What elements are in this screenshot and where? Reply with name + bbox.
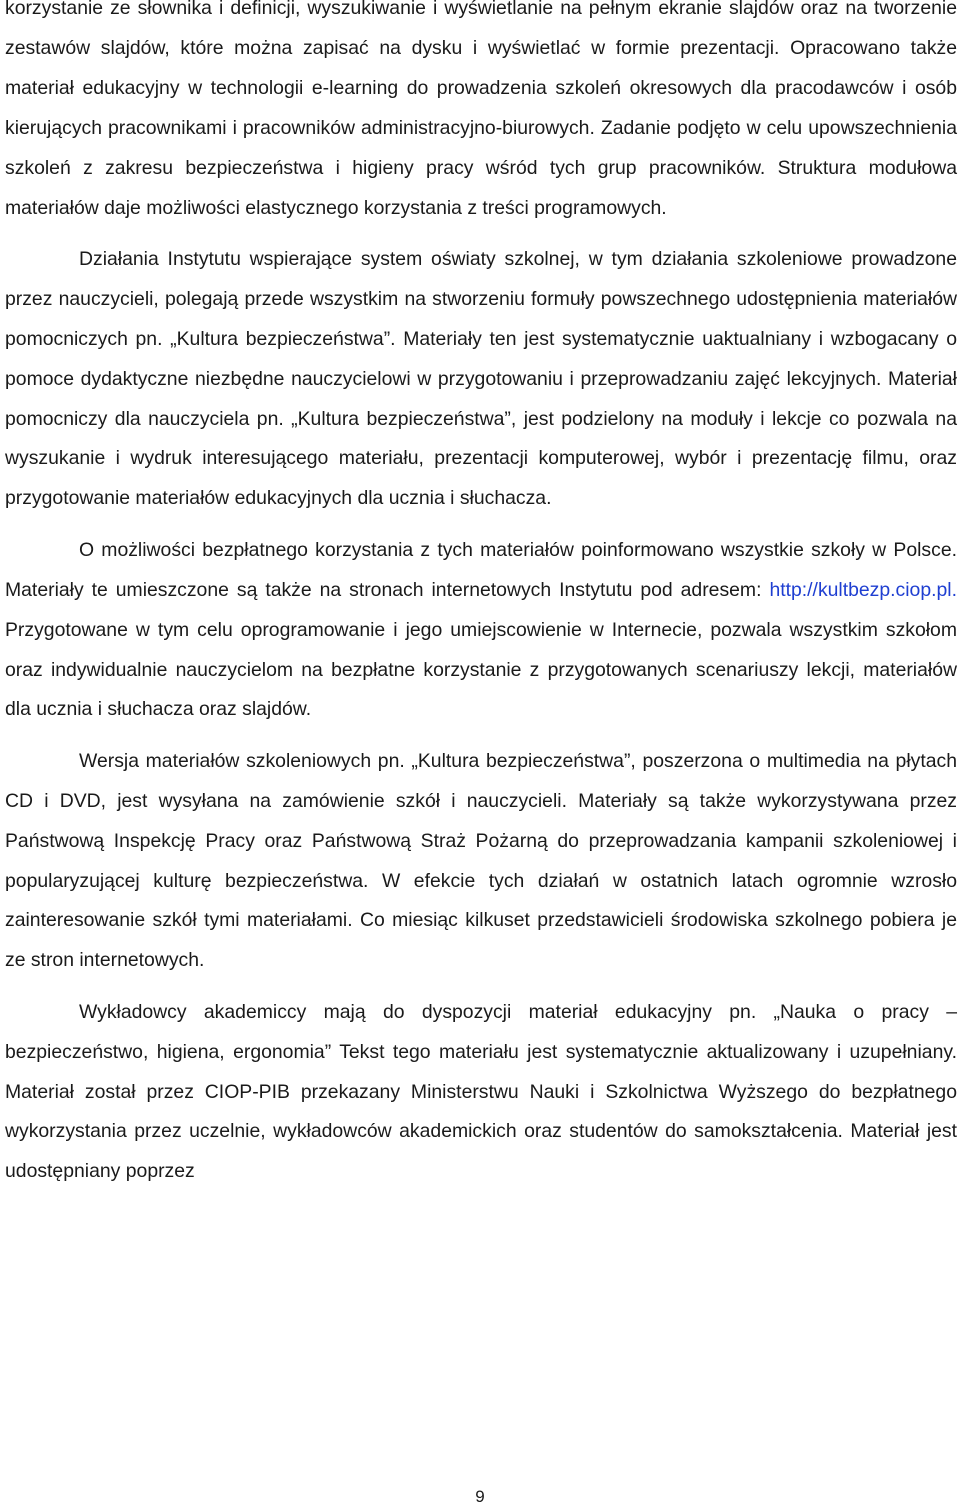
page-number: 9: [475, 1487, 485, 1506]
paragraph-5: Wykładowcy akademiccy mają do dyspozycji materiał edukacyjny pn. „Nauka o pracy – bezpieczeństwo, higiena, ergonomia” Tekst tego materiału jest systematycznie aktualizowany i uzupełniany. Materiał został przez CIOP-PIB przekazany Ministerstwu Nauki i Szkolnictwa Wyższego do bezpłatnego wykorzystania przez uczelnie, wykładowców akademickich oraz studentów do samokształcenia. Materiał jest udostępniany poprzez: [5, 1000, 957, 1183]
paragraph-2: Działania Instytutu wspierające system oświaty szkolnej, w tym działania szkoleniowe prowadzone przez nauczycieli, polegają przede wszystkim na stworzeniu formuły powszechnego udostępnienia materiałów pomocniczych pn. „Kultura bezpieczeństwa”. Materiały ten jest systematycznie uaktualniany i wzbogacany o pomoce dydaktyczne niezbędne nauczycielowi w przygotowaniu i przeprowadzaniu zajęć lekcyjnych. Materiał pomocniczy dla nauczyciela pn. „Kultura bezpieczeństwa”, jest podzielony na moduły i lekcje co pozwala na wyszukanie i wydruk interesującego materiału, prezentacji komputerowej, wybór i prezentację filmu, oraz przygotowanie materiałów edukacyjnych dla ucznia i słuchacza.: [5, 247, 957, 510]
paragraph-1: korzystanie ze słownika i definicji, wyszukiwanie i wyświetlanie na pełnym ekranie slajdów oraz na tworzenie zestawów slajdów, które można zapisać na dysku i wyświetlać w formie prezentacji. Opracowano także materiał edukacyjny w technologii e-learning do prowadzenia szkoleń okresowych dla pracodawców i osób kierujących pracownikami i pracowników administracyjno-biurowych. Zadanie podjęto w celu upowszechnienia szkoleń z zakresu bezpieczeństwa i higieny pracy wśród tych grup pracowników. Struktura modułowa materiałów daje możliwości elastycznego korzystania z treści programowych.: [5, 0, 957, 219]
paragraph-3-text-before: O możliwości bezpłatnego korzystania z tych materiałów poinformowano wszystkie szkoły w Polsce. Materiały te umieszczone są także na stronach internetowych Instytutu pod adresem:: [5, 538, 957, 601]
paragraph-3-text-after: Przygotowane w tym celu oprogramowanie i jego umiejscowienie w Internecie, pozwala wszystkim szkołom oraz indywidualnie nauczycielom na bezpłatne korzystanie z przygotowanych scenariuszy lekcji, materiałów dla ucznia i słuchacza oraz slajdów.: [5, 618, 957, 721]
document-body: [5, 0, 957, 1192]
paragraph-4: Wersja materiałów szkoleniowych pn. „Kultura bezpieczeństwa”, poszerzona o multimedia na płytach CD i DVD, jest wysyłana na zamówienie szkół i nauczycieli. Materiały są także wykorzystywana przez Państwową Inspekcję Pracy oraz Państwową Straż Pożarną do przeprowadzania kampanii szkoleniowej i popularyzującej kulturę bezpieczeństwa. W efekcie tych działań w ostatnich latach ogromnie wzrosło zainteresowanie szkół tymi materiałami. Co miesiąc kilkuset przedstawicieli środowiska szkolnego pobiera je ze stron internetowych.: [5, 749, 957, 972]
website-link[interactable]: http://kultbezp.ciop.pl.: [769, 578, 957, 601]
paragraph-3: [5, 531, 957, 731]
